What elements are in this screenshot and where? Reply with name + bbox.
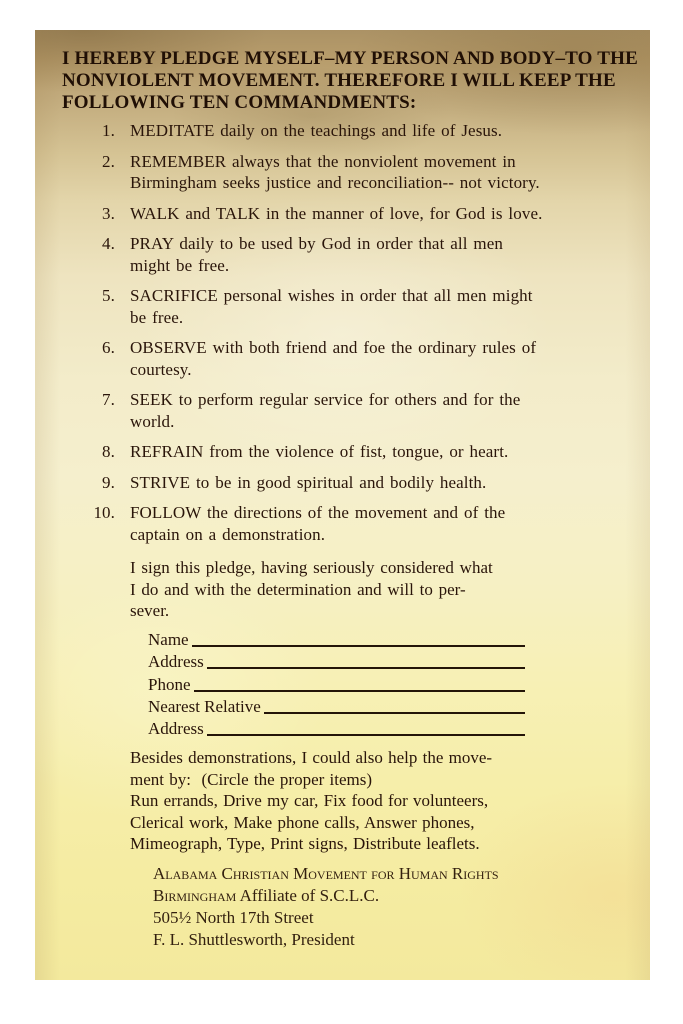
form-row-address [148,650,525,672]
help-line: Run errands, Drive my car, Fix food for volunteers, [130,791,489,811]
org-address: 505½ North 17th Street [153,907,314,927]
commandment-text: SEEK to perform regular service for others and for the world. [130,390,521,431]
organization-block [153,863,650,951]
commandment-text: FOLLOW the directions of the movement and of the captain on a demonstration. [130,503,506,544]
form-label: Address [148,719,204,739]
pledge-header-line: NONVIOLENT MOVEMENT. THEREFORE I WILL KEEP THE [62,70,616,91]
pledge-card [35,30,650,980]
commandment-item [75,472,650,494]
pledge-statement-line: I sign this pledge, having seriously considered what [130,558,493,577]
commandment-item [75,203,650,225]
commandment-text: PRAY daily to be used by God in order that all men might be free. [130,234,503,275]
commandment-text: STRIVE to be in good spiritual and bodily health. [130,472,487,492]
help-section [130,747,650,855]
commandment-item [75,151,650,194]
commandment-number: 2. [102,151,115,171]
signature-blank-line [192,645,525,647]
org-affiliation-city: Birmingham [153,885,237,905]
help-line: ment by: (Circle the proper items) [130,769,373,789]
form-row-address-2 [148,717,525,739]
commandment-item [75,233,650,276]
commandment-number: 6. [102,338,115,357]
pledge-header-line: FOLLOWING TEN COMMANDMENTS: [62,92,417,113]
commandment-text: REMEMBER always that the nonviolent movement in Birmingham seeks justice and reconciliation-- not victory. [130,151,540,192]
org-affiliation-rest: Affiliate of S.C.L.C. [236,885,380,905]
pledge-statement-line: I do and with the determination and will to per- [130,579,466,599]
form-row-nearest-relative [148,695,525,717]
commandment-number: 3. [102,203,115,223]
signature-blank-line [207,667,525,669]
signature-form [148,628,525,740]
commandment-text: WALK and TALK in the manner of love, for God is love. [130,203,543,223]
commandment-item [75,120,650,142]
commandment-number: 7. [102,390,115,409]
pledge-statement [130,557,650,622]
org-name: Alabama Christian Movement for Human Rights [153,863,499,883]
form-row-name [148,628,525,650]
form-row-phone [148,672,525,694]
commandment-number: 9. [102,472,115,492]
commandment-number: 8. [102,442,115,461]
help-line: Besides demonstrations, I could also help the move- [130,748,493,768]
commandment-item [75,337,650,380]
commandment-item [75,502,650,545]
pledge-header-line: I HEREBY PLEDGE MYSELF–MY PERSON AND BODY–TO THE [62,48,638,69]
commandment-number: 10. [93,503,115,522]
commandment-number: 1. [102,121,115,140]
signature-blank-line [264,712,525,714]
commandment-number: 5. [102,286,115,305]
form-label: Phone [148,674,191,694]
help-line: Mimeograph, Type, Print signs, Distribute leaflets. [130,834,480,854]
signature-blank-line [194,690,526,692]
commandment-number: 4. [102,234,115,253]
pledge-header [62,48,640,114]
commandments-list [75,120,650,545]
commandment-text: OBSERVE with both friend and foe the ordinary rules of courtesy. [130,338,537,379]
commandment-text: REFRAIN from the violence of fist, tongue, or heart. [130,442,509,461]
commandment-item [75,389,650,432]
commandment-text: MEDITATE daily on the teachings and life of Jesus. [130,121,503,140]
form-label: Nearest Relative [148,697,261,717]
org-affiliation [153,885,650,907]
commandment-item [75,441,650,463]
commandment-text: SACRIFICE personal wishes in order that all men might be free. [130,286,533,327]
signature-blank-line [207,734,525,736]
form-label: Address [148,652,204,672]
org-president: F. L. Shuttlesworth, President [153,929,355,949]
help-line: Clerical work, Make phone calls, Answer phones, [130,812,475,832]
pledge-statement-line: sever. [130,601,170,620]
form-label: Name [148,629,189,649]
commandment-item [75,285,650,328]
